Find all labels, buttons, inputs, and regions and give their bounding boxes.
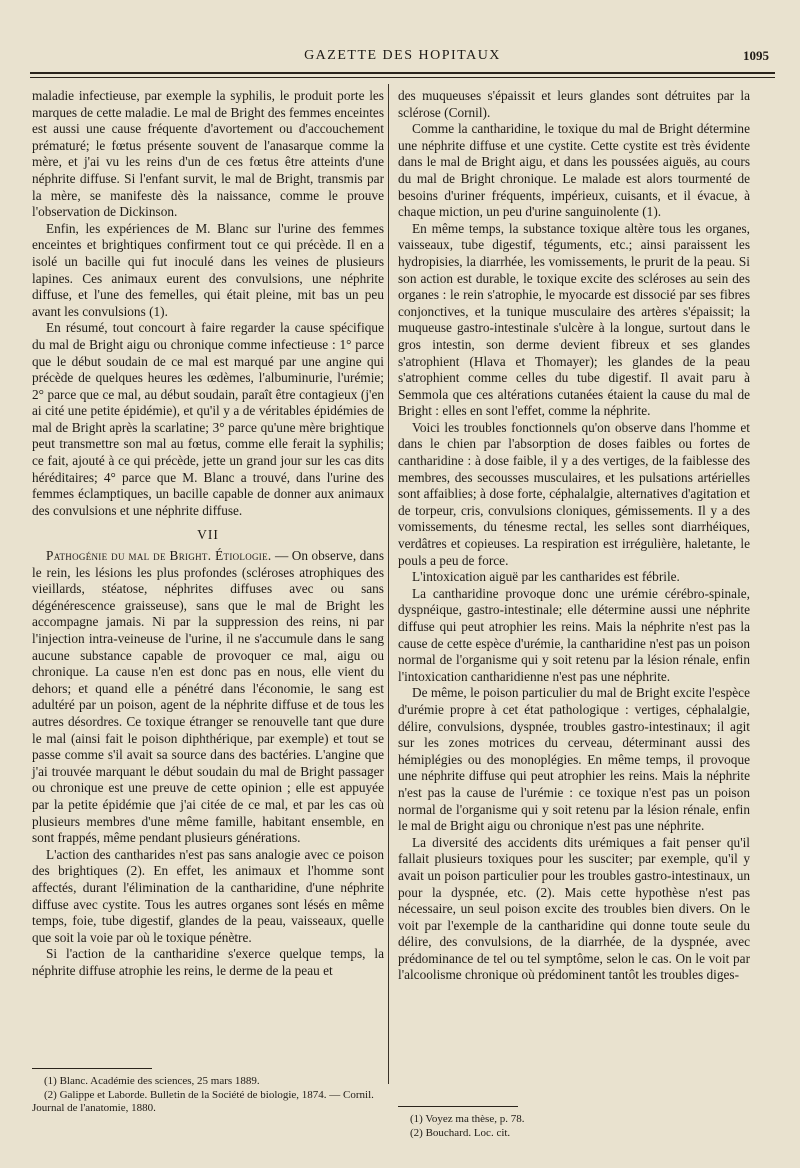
paragraph: des muqueuses s'épaissit et leurs glandes sont détruites par la sclérose (Cornil). (398, 88, 750, 120)
section-number: VII (197, 527, 219, 543)
paragraph: L'action des cantharides n'est pas sans analogie avec ce poison des brightiques (2). En effet, les animaux et l'homme sont affectés, durant l'élimination de la cantharidine, d'une néphrite diffuse avec cystite. Tous les autres organes sont lésés en même temps, foie, tube digestif, glandes de la peau, vaisseaux, quelle que soit la voie par où le toxique pénètre. (32, 846, 384, 945)
page-header (30, 44, 775, 70)
footnote-rule (398, 1106, 518, 1107)
footnote: (2) Bouchard. Loc. cit. (410, 1126, 511, 1139)
paragraph: De même, le poison particulier du mal de Bright excite l'espèce d'urémie propre à cet état pathologique : vertiges, céphalalgie, délire, convulsions, dyspnée, troubles gastro-intestinaux; il agit sur les zones motrices du cerveau, déterminant aussi des hémiplégies ou des monoplégies. En même temps, il provoque une néphrite diffuse qui peut atrophier les reins. Mais la néphrite n'est pas la cause de l'urémie : ce toxique n'est pas un poison normal de l'organisme qui y soit retenu par la lésion rénale, enfin le mal de Bright aigu ou chronique n'est pas une néphrite. (398, 685, 750, 834)
footnote: (2) Galippe et Laborde. Bulletin de la Société de biologie, 1874. — Cornil. Journal de l'anatomie, 1880. (32, 1088, 374, 1115)
right-column (398, 88, 750, 984)
paragraph (32, 548, 384, 847)
right-footnotes (398, 1098, 750, 1140)
paragraph: La cantharidine provoque donc une urémie cérébro-spinale, dyspnéique, gastro-intestinale; elle détermine aussi une néphrite diffuse qui peut atrophier les reins. Mais la néphrite n'est pas la cause de cette espèce d'urémie, la cantharidine n'est pas un poison normal de l'organisme qui y soit retenu par la lésion rénale, enfin l'intoxication cantharidienne n'est pas une néphrite. (398, 585, 750, 684)
paragraph: maladie infectieuse, par exemple la syphilis, le produit porte les marques de cette maladie. Le mal de Bright des femmes enceintes est aussi une cause fréquente d'avortement ou d'accouchement prématuré; le fœtus présente souvent de l'anasarque comme la mère, et j'ai vu les reins d'un de ces fœtus être atteints d'une néphrite diffuse. Si l'enfant survit, le mal de Bright, transmis par la mère, se manifeste dès la naissance, comme le prouve l'observation de Dickinson. (32, 88, 384, 220)
paragraph: En même temps, la substance toxique altère tous les organes, vaisseaux, tube digestif, téguments, etc.; ainsi paraissent les hydropisies, la diarrhée, les vomissements, le prurit de la peau. Si son action est durable, le toxique excite des scléroses au sein des organes : le rein s'atrophie, le myocarde est dissocié par ses fibres conjonctives, et la tunique musculaire des artères s'épaissit; la muqueuse gastro-intestinale s'ulcère à la longue, surtout dans le gros intestin, son derme devient fibreux et ses glandes s'atrophient (Hlava et Thomayer); les glandes de la peau s'atrophient comme celles du tube digestif. Il avait paru à Semmola que ces altérations cutanées étaient la cause du mal de Bright : elles en sont l'effet, comme la néphrite. (398, 220, 750, 419)
running-title: GAZETTE DES HOPITAUX (304, 48, 501, 63)
paragraph: Si l'action de la cantharidine s'exerce quelque temps, la néphrite diffuse atrophie les reins, le derme de la peau et (32, 946, 384, 978)
left-column (32, 88, 384, 979)
left-footnotes (32, 1060, 384, 1116)
footnote: (1) Blanc. Académie des sciences, 25 mars 1889. (44, 1075, 260, 1087)
paragraph: La diversité des accidents dits urémiques a fait penser qu'il fallait plusieurs toxiques pour les susciter; par exemple, qu'il y avait un poison particulier pour les troubles gastro-intestinaux, un pour la dyspnée, etc. (2). Mais cette hypothèse n'est pas nécessaire, un seul poison excite des troubles bien divers. On le voit par l'exemple de la cantharidine qui donne toute seule du délire, des convulsions, de la diarrhée, de la dyspnée, avec prédominance de tel ou tel symptôme, selon le cas. On le voit par l'alcoolisme chronique où prédominent tantôt les troubles diges- (398, 834, 750, 983)
footnote: (1) Voyez ma thèse, p. 78. (410, 1113, 525, 1125)
paragraph: Voici les troubles fonctionnels qu'on observe dans l'homme et dans le chien par l'absorption de doses faibles ou fortes de cantharidine : à dose faible, il y a des vertiges, de la faiblesse des membres, des secousses musculaires, et les pulsations artérielles sont affaiblies; à dose forte, céphalalgie, alternatives d'agitation et de torpeur, cris, convulsions cloniques, gémissements. Il y a des vomissements, du ténesme rectal, les selles sont diarrhéiques, verdâtres et copieuses. La respiration est irrégulière, haletante, le pouls a peu de force. (398, 419, 750, 568)
footnote-rule (32, 1068, 152, 1069)
page-number: 1095 (743, 48, 769, 63)
column-divider (388, 84, 389, 1084)
paragraph: L'intoxication aiguë par les cantharides est fébrile. (412, 569, 680, 585)
paragraph: Enfin, les expériences de M. Blanc sur l'urine des femmes enceintes et brightiques confirment tout ce qui précède. Il en a isolé un bacille qui fut inoculé dans les veines de plusieurs lapines. Ces animaux eurent des convulsions, une néphrite diffuse, et l'une des femelles, qui était pleine, mit bas un peu avant les convulsions (1). (32, 220, 384, 319)
header-rule-thick (30, 72, 775, 74)
section-title: Pathogénie du mal de Bright. Étiologie. (46, 548, 272, 564)
section-text: — On observe, dans le rein, les lésions les plus profondes (scléroses atrophiques des vieillards, stéatose, néphrites diffuses avec ou sans dégénérescence graisseuse), sans que le mal de Bright les accompagne jamais. Ni par la suppression des reins, ni par l'injection intra-veineuse de l'urine, il ne s'accumule dans le sang aucune substance capable de provoquer ce mal, aigu ou chronique. La cause n'en est donc pas en nous, elle vient du dehors; et quand elle a pénétré dans l'économie, le sang est adultéré par un poison, agent de la néphrite diffuse et de tous les autres désordres. Ce toxique étranger se renouvelle tant que dure le mal (ainsi fait le poison diphthérique, par exemple) et tout se passe comme s'il avait sa source dans des bactéries. L'angine que j'ai trouvée marquant le début soudain du mal de Bright passager ou chronique est une preuve de cette opinion ; elle est appuyée par la petite épidémie que j'ai citée de ce mal, et par les cas où plusieurs membres d'une même famille, habitant ensemble, en sont frappés, même pendant plusieurs générations. (32, 548, 384, 846)
header-rule-thin (30, 77, 775, 78)
paragraph: Comme la cantharidine, le toxique du mal de Bright détermine une néphrite diffuse et une cystite. Cette cystite est très évidente dans le mal de Bright aigu, et dans les poussées aiguës, au cours du mal de Bright chronique. Le malade est alors tourmenté de besoins d'uriner fréquents, impérieux, cuisants, et il évacue, à chaque miction, un peu d'urine sanguinolente (1). (398, 121, 750, 220)
paragraph: En résumé, tout concourt à faire regarder la cause spécifique du mal de Bright aigu ou chronique comme infectieuse : 1° parce que le début soudain de ce mal est marqué par une angine qui précède de quelques heures les œdèmes, l'albuminurie, l'urémie; 2° parce que ce mal, au début soudain, paraît être contagieux (j'en ai cité une petite épidémie), et qu'il y a de véritables épidémies de mal de Bright après la scarlatine; 3° parce qu'une mère brightique peut transmettre son mal au fœtus, comme elle ferait la syphilis; ce fait, ajouté à ce qui précède, jette un grand jour sur les cas dits héréditaires; 4° parce que M. Blanc a trouvé, dans l'urine des femmes éclamptiques, un bacille capable de donner aux animaux des convulsions et une néphrite diffuse. (32, 320, 384, 518)
